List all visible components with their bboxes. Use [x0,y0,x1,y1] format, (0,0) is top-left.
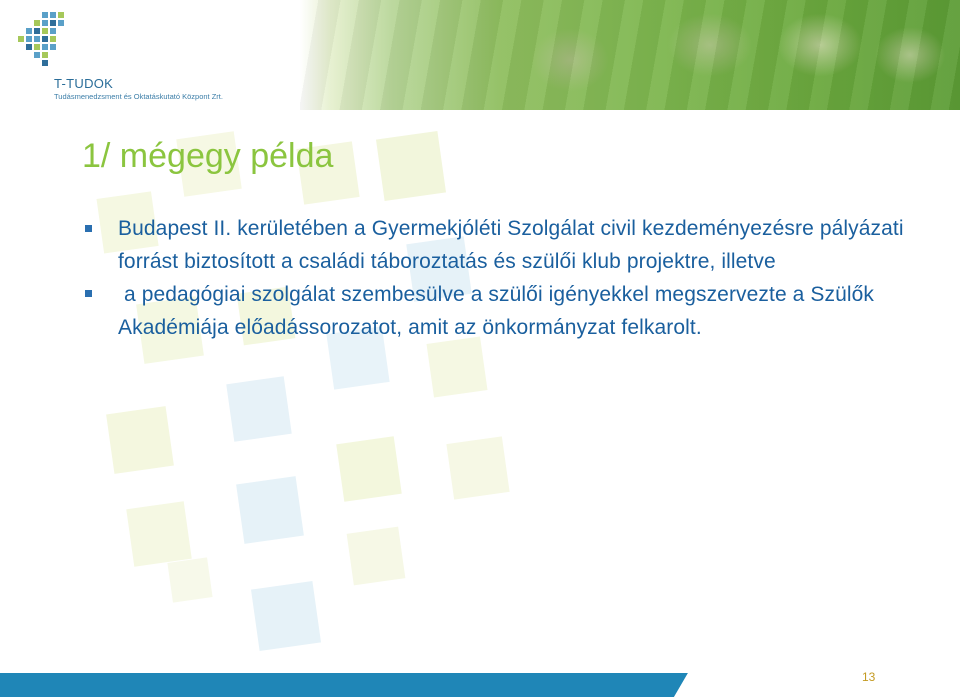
logo-name: T-TUDOK [54,76,114,91]
square-bullet-icon [85,290,92,297]
bullet-text: Budapest II. kerületében a Gyermekjóléti Szolgálat civil kezdeményezésre pályázati forrást biztosított a családi táboroztatás és szülői klub projektre, illetve [118,217,904,273]
square-bullet-icon [85,225,92,232]
bullet-item [80,212,920,278]
slide-title: 1/ mégegy példa [82,137,334,175]
header-photo-classroom [300,0,960,110]
t-tudok-logo [12,10,272,110]
page-number: 13 [862,670,876,684]
logo-subtitle: Tudásmenedzsment és Oktatáskutató Központ Zrt. [54,92,223,101]
bullet-text: a pedagógiai szolgálat szembesülve a szülői igényekkel megszervezte a Szülők Akadémiája előadássorozatot, amit az önkormányzat felkarolt. [118,283,875,339]
bullet-item [80,278,920,344]
bullet-list [80,212,920,344]
logo-squares-icon [12,10,72,74]
footer-bar [0,673,960,697]
